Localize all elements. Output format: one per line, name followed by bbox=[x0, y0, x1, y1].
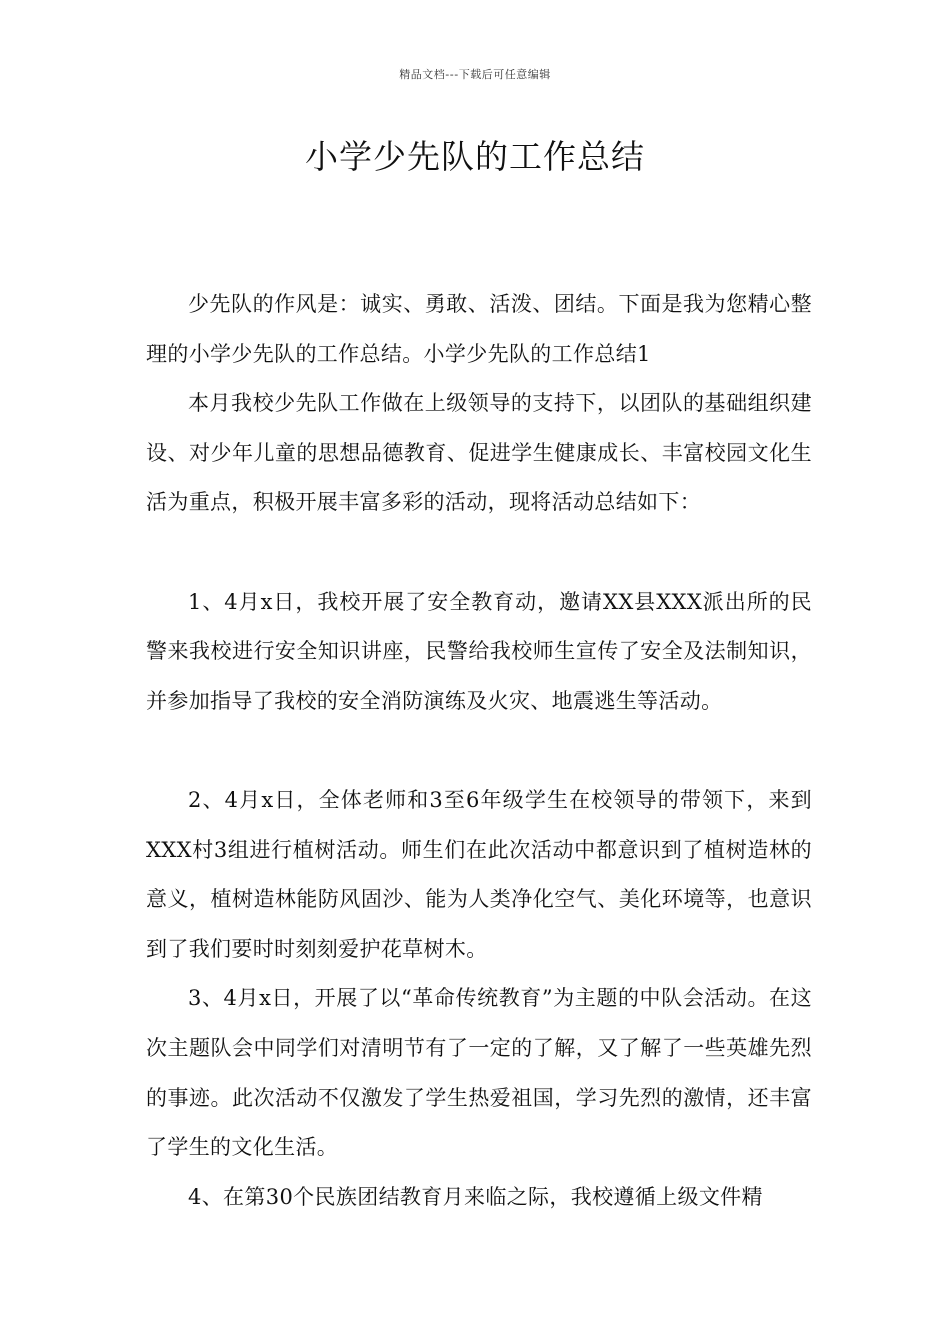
header-note: 精品文档---下载后可任意编辑 bbox=[399, 68, 551, 81]
paragraph-intro: 少先队的作风是：诚实、勇敢、活泼、团结。下面是我为您精心整理的小学少先队的工作总结。小学少先队的工作总结1 bbox=[146, 292, 812, 366]
paragraph-item-2: 2、4月x日，全体老师和3至6年级学生在校领导的带领下，来到XXX村3组进行植树活动。师生们在此次活动中都意识到了植树造林的意义，植树造林能防风固沙、能为人类净化空气、美化环境等，也意识到了我们要时时刻刻爱护花草树木。 bbox=[146, 787, 812, 961]
paragraph-gap bbox=[146, 726, 812, 776]
paragraph-item-4: 4、在第30个民族团结教育月来临之际，我校遵循上级文件精 bbox=[188, 1184, 763, 1209]
paragraph-gap bbox=[146, 528, 812, 578]
paragraph-item-1: 1、4月x日，我校开展了安全教育动，邀请XX县XXX派出所的民警来我校进行安全知识讲座，民警给我校师生宣传了安全及法制知识，并参加指导了我校的安全消防演练及火灾、地震逃生等活动。 bbox=[146, 589, 812, 713]
document-title: 小学少先队的工作总结 bbox=[305, 137, 645, 176]
paragraph-item-3: 3、4月x日，开展了以“革命传统教育”为主题的中队会活动。在这次主题队会中同学们对清明节有了一定的了解，又了解了一些英雄先烈的事迹。此次活动不仅激发了学生热爱祖国，学习先烈的激情，还丰富了学生的文化生活。 bbox=[146, 986, 812, 1160]
paragraph-overview: 本月我校少先队工作做在上级领导的支持下，以团队的基础组织建设、对少年儿童的思想品德教育、促进学生健康成长、丰富校园文化生活为重点，积极开展丰富多彩的活动，现将活动总结如下： bbox=[146, 391, 812, 515]
document-body bbox=[146, 280, 812, 1222]
